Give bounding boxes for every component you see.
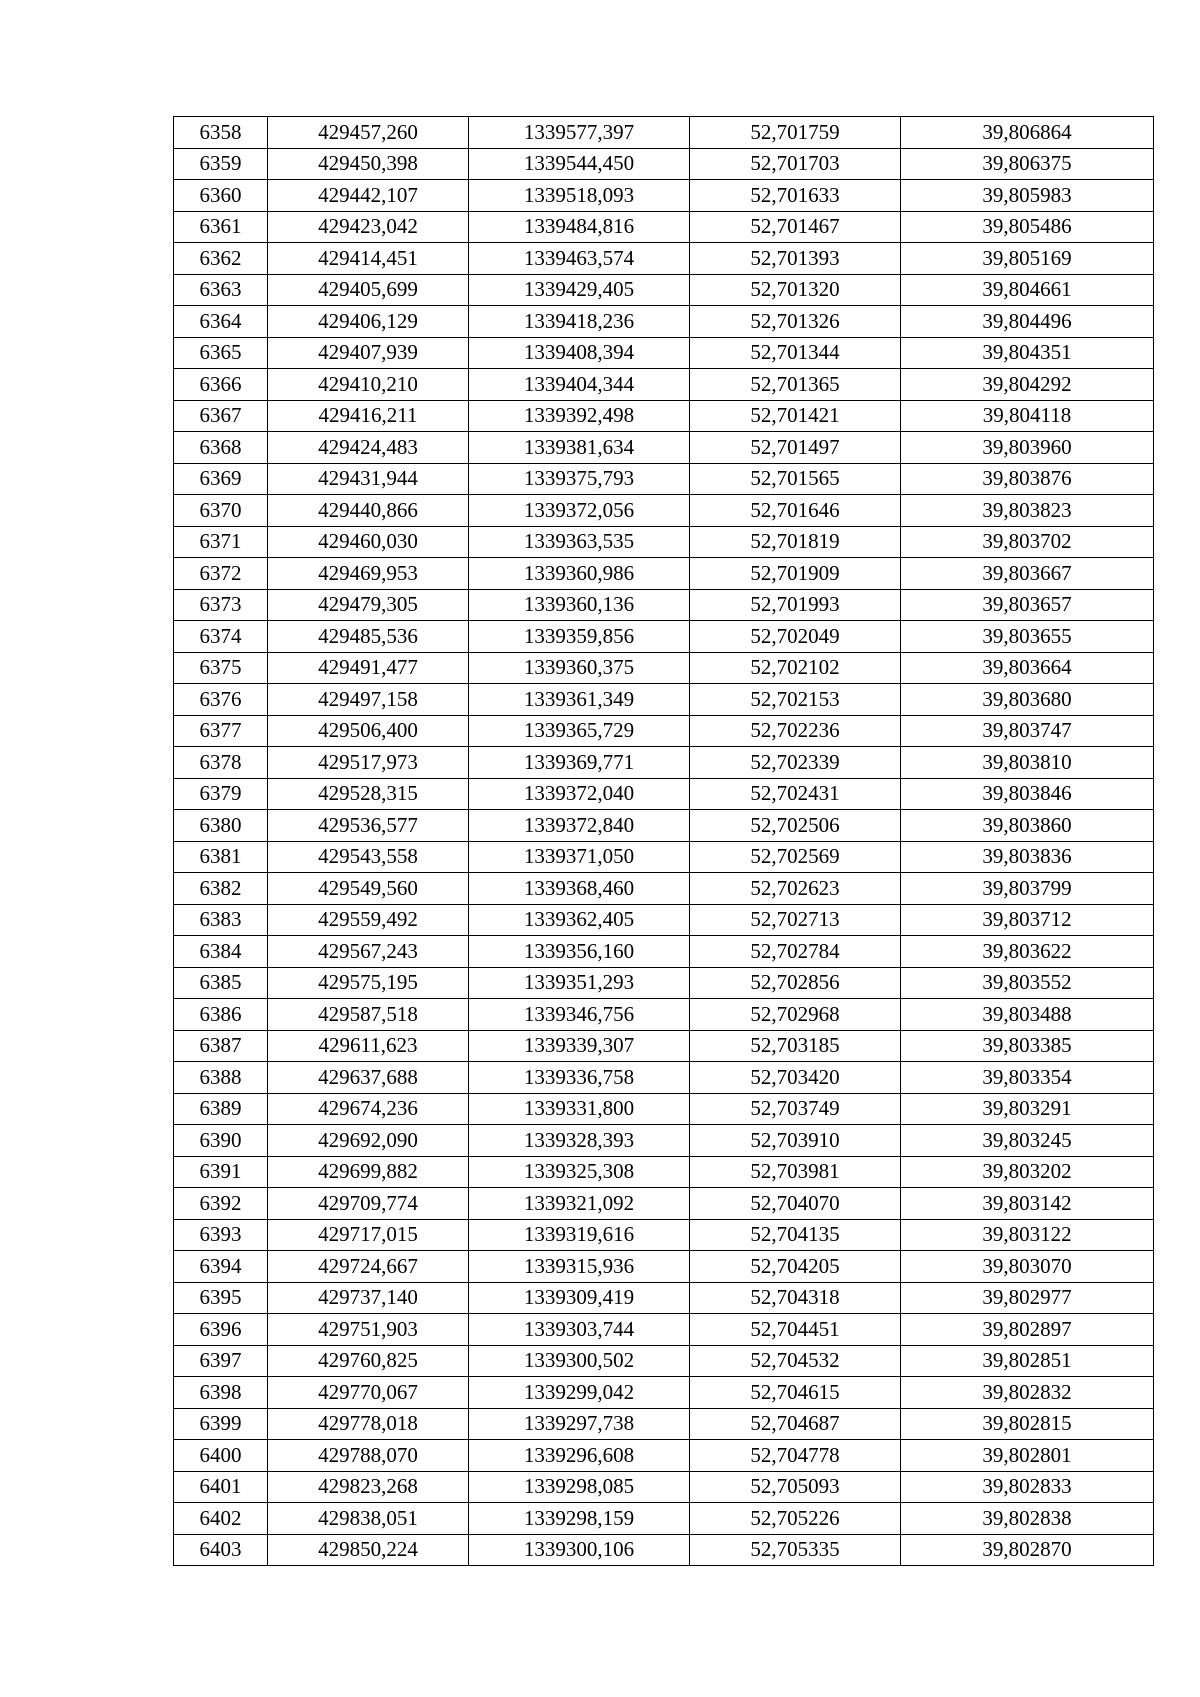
x-coordinate-cell: 429405,699 bbox=[268, 274, 469, 306]
longitude-cell: 39,803622 bbox=[901, 936, 1154, 968]
table-row bbox=[174, 684, 1154, 716]
point-number-cell: 6379 bbox=[174, 778, 268, 810]
x-coordinate-cell: 429543,558 bbox=[268, 841, 469, 873]
point-number-cell: 6370 bbox=[174, 495, 268, 527]
y-coordinate-cell: 1339375,793 bbox=[469, 463, 690, 495]
point-number-cell: 6383 bbox=[174, 904, 268, 936]
y-coordinate-cell: 1339368,460 bbox=[469, 873, 690, 905]
y-coordinate-cell: 1339339,307 bbox=[469, 1030, 690, 1062]
latitude-cell: 52,701993 bbox=[690, 589, 901, 621]
table-row bbox=[174, 1314, 1154, 1346]
latitude-cell: 52,702856 bbox=[690, 967, 901, 999]
latitude-cell: 52,701421 bbox=[690, 400, 901, 432]
y-coordinate-cell: 1339296,608 bbox=[469, 1440, 690, 1472]
point-number-cell: 6396 bbox=[174, 1314, 268, 1346]
y-coordinate-cell: 1339360,986 bbox=[469, 558, 690, 590]
table-row bbox=[174, 1282, 1154, 1314]
table-row bbox=[174, 1503, 1154, 1535]
latitude-cell: 52,701326 bbox=[690, 306, 901, 338]
longitude-cell: 39,803385 bbox=[901, 1030, 1154, 1062]
y-coordinate-cell: 1339369,771 bbox=[469, 747, 690, 779]
point-number-cell: 6376 bbox=[174, 684, 268, 716]
x-coordinate-cell: 429699,882 bbox=[268, 1156, 469, 1188]
table-row bbox=[174, 1030, 1154, 1062]
y-coordinate-cell: 1339321,092 bbox=[469, 1188, 690, 1220]
x-coordinate-cell: 429850,224 bbox=[268, 1534, 469, 1566]
latitude-cell: 52,704615 bbox=[690, 1377, 901, 1409]
y-coordinate-cell: 1339363,535 bbox=[469, 526, 690, 558]
longitude-cell: 39,805486 bbox=[901, 211, 1154, 243]
longitude-cell: 39,803354 bbox=[901, 1062, 1154, 1094]
longitude-cell: 39,805983 bbox=[901, 180, 1154, 212]
longitude-cell: 39,803960 bbox=[901, 432, 1154, 464]
longitude-cell: 39,803680 bbox=[901, 684, 1154, 716]
y-coordinate-cell: 1339351,293 bbox=[469, 967, 690, 999]
latitude-cell: 52,702049 bbox=[690, 621, 901, 653]
table-row bbox=[174, 589, 1154, 621]
latitude-cell: 52,701393 bbox=[690, 243, 901, 275]
x-coordinate-cell: 429549,560 bbox=[268, 873, 469, 905]
latitude-cell: 52,702236 bbox=[690, 715, 901, 747]
longitude-cell: 39,803291 bbox=[901, 1093, 1154, 1125]
table-row bbox=[174, 652, 1154, 684]
latitude-cell: 52,701467 bbox=[690, 211, 901, 243]
coordinates-table bbox=[173, 116, 1154, 1566]
longitude-cell: 39,803712 bbox=[901, 904, 1154, 936]
x-coordinate-cell: 429528,315 bbox=[268, 778, 469, 810]
longitude-cell: 39,802851 bbox=[901, 1345, 1154, 1377]
point-number-cell: 6386 bbox=[174, 999, 268, 1031]
longitude-cell: 39,806864 bbox=[901, 117, 1154, 149]
point-number-cell: 6391 bbox=[174, 1156, 268, 1188]
table-row bbox=[174, 1534, 1154, 1566]
latitude-cell: 52,704687 bbox=[690, 1408, 901, 1440]
latitude-cell: 52,702153 bbox=[690, 684, 901, 716]
latitude-cell: 52,705093 bbox=[690, 1471, 901, 1503]
point-number-cell: 6380 bbox=[174, 810, 268, 842]
point-number-cell: 6358 bbox=[174, 117, 268, 149]
y-coordinate-cell: 1339328,393 bbox=[469, 1125, 690, 1157]
latitude-cell: 52,701344 bbox=[690, 337, 901, 369]
y-coordinate-cell: 1339408,394 bbox=[469, 337, 690, 369]
table-row bbox=[174, 117, 1154, 149]
x-coordinate-cell: 429611,623 bbox=[268, 1030, 469, 1062]
latitude-cell: 52,702713 bbox=[690, 904, 901, 936]
table-row bbox=[174, 999, 1154, 1031]
x-coordinate-cell: 429416,211 bbox=[268, 400, 469, 432]
point-number-cell: 6402 bbox=[174, 1503, 268, 1535]
x-coordinate-cell: 429479,305 bbox=[268, 589, 469, 621]
table-row bbox=[174, 1093, 1154, 1125]
x-coordinate-cell: 429506,400 bbox=[268, 715, 469, 747]
x-coordinate-cell: 429485,536 bbox=[268, 621, 469, 653]
longitude-cell: 39,802870 bbox=[901, 1534, 1154, 1566]
table-row bbox=[174, 1471, 1154, 1503]
longitude-cell: 39,803846 bbox=[901, 778, 1154, 810]
table-row bbox=[174, 369, 1154, 401]
y-coordinate-cell: 1339365,729 bbox=[469, 715, 690, 747]
y-coordinate-cell: 1339331,800 bbox=[469, 1093, 690, 1125]
latitude-cell: 52,704135 bbox=[690, 1219, 901, 1251]
x-coordinate-cell: 429491,477 bbox=[268, 652, 469, 684]
x-coordinate-cell: 429575,195 bbox=[268, 967, 469, 999]
table-row bbox=[174, 180, 1154, 212]
x-coordinate-cell: 429517,973 bbox=[268, 747, 469, 779]
longitude-cell: 39,803836 bbox=[901, 841, 1154, 873]
x-coordinate-cell: 429457,260 bbox=[268, 117, 469, 149]
longitude-cell: 39,802838 bbox=[901, 1503, 1154, 1535]
latitude-cell: 52,703981 bbox=[690, 1156, 901, 1188]
longitude-cell: 39,804292 bbox=[901, 369, 1154, 401]
point-number-cell: 6373 bbox=[174, 589, 268, 621]
table-row bbox=[174, 1062, 1154, 1094]
longitude-cell: 39,803702 bbox=[901, 526, 1154, 558]
longitude-cell: 39,803810 bbox=[901, 747, 1154, 779]
y-coordinate-cell: 1339360,136 bbox=[469, 589, 690, 621]
y-coordinate-cell: 1339484,816 bbox=[469, 211, 690, 243]
table-row bbox=[174, 432, 1154, 464]
y-coordinate-cell: 1339371,050 bbox=[469, 841, 690, 873]
x-coordinate-cell: 429414,451 bbox=[268, 243, 469, 275]
point-number-cell: 6362 bbox=[174, 243, 268, 275]
latitude-cell: 52,702339 bbox=[690, 747, 901, 779]
y-coordinate-cell: 1339372,040 bbox=[469, 778, 690, 810]
point-number-cell: 6390 bbox=[174, 1125, 268, 1157]
table-row bbox=[174, 1440, 1154, 1472]
latitude-cell: 52,705335 bbox=[690, 1534, 901, 1566]
table-row bbox=[174, 778, 1154, 810]
latitude-cell: 52,702102 bbox=[690, 652, 901, 684]
point-number-cell: 6400 bbox=[174, 1440, 268, 1472]
x-coordinate-cell: 429410,210 bbox=[268, 369, 469, 401]
y-coordinate-cell: 1339429,405 bbox=[469, 274, 690, 306]
latitude-cell: 52,701646 bbox=[690, 495, 901, 527]
y-coordinate-cell: 1339298,085 bbox=[469, 1471, 690, 1503]
table-row bbox=[174, 621, 1154, 653]
point-number-cell: 6363 bbox=[174, 274, 268, 306]
y-coordinate-cell: 1339309,419 bbox=[469, 1282, 690, 1314]
latitude-cell: 52,702569 bbox=[690, 841, 901, 873]
longitude-cell: 39,802897 bbox=[901, 1314, 1154, 1346]
table-row bbox=[174, 1188, 1154, 1220]
x-coordinate-cell: 429788,070 bbox=[268, 1440, 469, 1472]
point-number-cell: 6401 bbox=[174, 1471, 268, 1503]
latitude-cell: 52,702431 bbox=[690, 778, 901, 810]
point-number-cell: 6392 bbox=[174, 1188, 268, 1220]
point-number-cell: 6365 bbox=[174, 337, 268, 369]
y-coordinate-cell: 1339577,397 bbox=[469, 117, 690, 149]
x-coordinate-cell: 429406,129 bbox=[268, 306, 469, 338]
latitude-cell: 52,702506 bbox=[690, 810, 901, 842]
longitude-cell: 39,802977 bbox=[901, 1282, 1154, 1314]
point-number-cell: 6403 bbox=[174, 1534, 268, 1566]
table-row bbox=[174, 526, 1154, 558]
point-number-cell: 6366 bbox=[174, 369, 268, 401]
latitude-cell: 52,704318 bbox=[690, 1282, 901, 1314]
latitude-cell: 52,705226 bbox=[690, 1503, 901, 1535]
longitude-cell: 39,805169 bbox=[901, 243, 1154, 275]
y-coordinate-cell: 1339298,159 bbox=[469, 1503, 690, 1535]
longitude-cell: 39,803122 bbox=[901, 1219, 1154, 1251]
x-coordinate-cell: 429637,688 bbox=[268, 1062, 469, 1094]
longitude-cell: 39,806375 bbox=[901, 148, 1154, 180]
longitude-cell: 39,803799 bbox=[901, 873, 1154, 905]
point-number-cell: 6372 bbox=[174, 558, 268, 590]
latitude-cell: 52,703185 bbox=[690, 1030, 901, 1062]
x-coordinate-cell: 429450,398 bbox=[268, 148, 469, 180]
table-row bbox=[174, 400, 1154, 432]
x-coordinate-cell: 429469,953 bbox=[268, 558, 469, 590]
table-row bbox=[174, 306, 1154, 338]
table-row bbox=[174, 148, 1154, 180]
longitude-cell: 39,802833 bbox=[901, 1471, 1154, 1503]
latitude-cell: 52,701819 bbox=[690, 526, 901, 558]
point-number-cell: 6397 bbox=[174, 1345, 268, 1377]
y-coordinate-cell: 1339319,616 bbox=[469, 1219, 690, 1251]
x-coordinate-cell: 429674,236 bbox=[268, 1093, 469, 1125]
table-row bbox=[174, 1251, 1154, 1283]
point-number-cell: 6371 bbox=[174, 526, 268, 558]
latitude-cell: 52,701497 bbox=[690, 432, 901, 464]
table-row bbox=[174, 747, 1154, 779]
table-row bbox=[174, 558, 1154, 590]
longitude-cell: 39,803657 bbox=[901, 589, 1154, 621]
y-coordinate-cell: 1339299,042 bbox=[469, 1377, 690, 1409]
y-coordinate-cell: 1339518,093 bbox=[469, 180, 690, 212]
x-coordinate-cell: 429717,015 bbox=[268, 1219, 469, 1251]
table-row bbox=[174, 967, 1154, 999]
y-coordinate-cell: 1339404,344 bbox=[469, 369, 690, 401]
table-row bbox=[174, 211, 1154, 243]
point-number-cell: 6387 bbox=[174, 1030, 268, 1062]
point-number-cell: 6399 bbox=[174, 1408, 268, 1440]
latitude-cell: 52,704205 bbox=[690, 1251, 901, 1283]
longitude-cell: 39,803747 bbox=[901, 715, 1154, 747]
point-number-cell: 6389 bbox=[174, 1093, 268, 1125]
point-number-cell: 6360 bbox=[174, 180, 268, 212]
x-coordinate-cell: 429778,018 bbox=[268, 1408, 469, 1440]
point-number-cell: 6374 bbox=[174, 621, 268, 653]
x-coordinate-cell: 429692,090 bbox=[268, 1125, 469, 1157]
x-coordinate-cell: 429407,939 bbox=[268, 337, 469, 369]
y-coordinate-cell: 1339356,160 bbox=[469, 936, 690, 968]
y-coordinate-cell: 1339359,856 bbox=[469, 621, 690, 653]
x-coordinate-cell: 429424,483 bbox=[268, 432, 469, 464]
point-number-cell: 6398 bbox=[174, 1377, 268, 1409]
table-row bbox=[174, 1156, 1154, 1188]
x-coordinate-cell: 429440,866 bbox=[268, 495, 469, 527]
latitude-cell: 52,702784 bbox=[690, 936, 901, 968]
x-coordinate-cell: 429737,140 bbox=[268, 1282, 469, 1314]
x-coordinate-cell: 429567,243 bbox=[268, 936, 469, 968]
longitude-cell: 39,803552 bbox=[901, 967, 1154, 999]
y-coordinate-cell: 1339325,308 bbox=[469, 1156, 690, 1188]
table-row bbox=[174, 810, 1154, 842]
point-number-cell: 6375 bbox=[174, 652, 268, 684]
table-row bbox=[174, 337, 1154, 369]
y-coordinate-cell: 1339315,936 bbox=[469, 1251, 690, 1283]
latitude-cell: 52,704778 bbox=[690, 1440, 901, 1472]
y-coordinate-cell: 1339346,756 bbox=[469, 999, 690, 1031]
latitude-cell: 52,701633 bbox=[690, 180, 901, 212]
point-number-cell: 6367 bbox=[174, 400, 268, 432]
latitude-cell: 52,701759 bbox=[690, 117, 901, 149]
latitude-cell: 52,704451 bbox=[690, 1314, 901, 1346]
y-coordinate-cell: 1339303,744 bbox=[469, 1314, 690, 1346]
y-coordinate-cell: 1339418,236 bbox=[469, 306, 690, 338]
table-row bbox=[174, 715, 1154, 747]
table-row bbox=[174, 1125, 1154, 1157]
longitude-cell: 39,803488 bbox=[901, 999, 1154, 1031]
latitude-cell: 52,703749 bbox=[690, 1093, 901, 1125]
longitude-cell: 39,803070 bbox=[901, 1251, 1154, 1283]
y-coordinate-cell: 1339463,574 bbox=[469, 243, 690, 275]
longitude-cell: 39,803876 bbox=[901, 463, 1154, 495]
latitude-cell: 52,704532 bbox=[690, 1345, 901, 1377]
y-coordinate-cell: 1339297,738 bbox=[469, 1408, 690, 1440]
x-coordinate-cell: 429751,903 bbox=[268, 1314, 469, 1346]
latitude-cell: 52,701365 bbox=[690, 369, 901, 401]
x-coordinate-cell: 429709,774 bbox=[268, 1188, 469, 1220]
y-coordinate-cell: 1339336,758 bbox=[469, 1062, 690, 1094]
table-row bbox=[174, 1377, 1154, 1409]
y-coordinate-cell: 1339392,498 bbox=[469, 400, 690, 432]
coordinates-table-body bbox=[174, 117, 1154, 1566]
y-coordinate-cell: 1339360,375 bbox=[469, 652, 690, 684]
latitude-cell: 52,701909 bbox=[690, 558, 901, 590]
longitude-cell: 39,802801 bbox=[901, 1440, 1154, 1472]
longitude-cell: 39,803664 bbox=[901, 652, 1154, 684]
longitude-cell: 39,804661 bbox=[901, 274, 1154, 306]
point-number-cell: 6395 bbox=[174, 1282, 268, 1314]
point-number-cell: 6384 bbox=[174, 936, 268, 968]
latitude-cell: 52,701703 bbox=[690, 148, 901, 180]
x-coordinate-cell: 429423,042 bbox=[268, 211, 469, 243]
latitude-cell: 52,702623 bbox=[690, 873, 901, 905]
y-coordinate-cell: 1339544,450 bbox=[469, 148, 690, 180]
point-number-cell: 6378 bbox=[174, 747, 268, 779]
point-number-cell: 6359 bbox=[174, 148, 268, 180]
x-coordinate-cell: 429460,030 bbox=[268, 526, 469, 558]
table-row bbox=[174, 1219, 1154, 1251]
point-number-cell: 6364 bbox=[174, 306, 268, 338]
table-row bbox=[174, 936, 1154, 968]
longitude-cell: 39,803860 bbox=[901, 810, 1154, 842]
longitude-cell: 39,804351 bbox=[901, 337, 1154, 369]
longitude-cell: 39,804118 bbox=[901, 400, 1154, 432]
longitude-cell: 39,803142 bbox=[901, 1188, 1154, 1220]
point-number-cell: 6381 bbox=[174, 841, 268, 873]
latitude-cell: 52,703420 bbox=[690, 1062, 901, 1094]
longitude-cell: 39,803655 bbox=[901, 621, 1154, 653]
point-number-cell: 6382 bbox=[174, 873, 268, 905]
table-row bbox=[174, 495, 1154, 527]
longitude-cell: 39,803202 bbox=[901, 1156, 1154, 1188]
x-coordinate-cell: 429536,577 bbox=[268, 810, 469, 842]
longitude-cell: 39,802832 bbox=[901, 1377, 1154, 1409]
longitude-cell: 39,803667 bbox=[901, 558, 1154, 590]
table-row bbox=[174, 1408, 1154, 1440]
table-row bbox=[174, 463, 1154, 495]
x-coordinate-cell: 429823,268 bbox=[268, 1471, 469, 1503]
x-coordinate-cell: 429587,518 bbox=[268, 999, 469, 1031]
point-number-cell: 6368 bbox=[174, 432, 268, 464]
table-row bbox=[174, 904, 1154, 936]
latitude-cell: 52,704070 bbox=[690, 1188, 901, 1220]
table-row bbox=[174, 1345, 1154, 1377]
longitude-cell: 39,803823 bbox=[901, 495, 1154, 527]
x-coordinate-cell: 429770,067 bbox=[268, 1377, 469, 1409]
x-coordinate-cell: 429497,158 bbox=[268, 684, 469, 716]
y-coordinate-cell: 1339300,502 bbox=[469, 1345, 690, 1377]
table-row bbox=[174, 274, 1154, 306]
latitude-cell: 52,702968 bbox=[690, 999, 901, 1031]
table-row bbox=[174, 243, 1154, 275]
point-number-cell: 6369 bbox=[174, 463, 268, 495]
y-coordinate-cell: 1339362,405 bbox=[469, 904, 690, 936]
point-number-cell: 6393 bbox=[174, 1219, 268, 1251]
y-coordinate-cell: 1339381,634 bbox=[469, 432, 690, 464]
longitude-cell: 39,803245 bbox=[901, 1125, 1154, 1157]
table-row bbox=[174, 873, 1154, 905]
x-coordinate-cell: 429442,107 bbox=[268, 180, 469, 212]
x-coordinate-cell: 429838,051 bbox=[268, 1503, 469, 1535]
point-number-cell: 6361 bbox=[174, 211, 268, 243]
latitude-cell: 52,703910 bbox=[690, 1125, 901, 1157]
point-number-cell: 6388 bbox=[174, 1062, 268, 1094]
point-number-cell: 6394 bbox=[174, 1251, 268, 1283]
y-coordinate-cell: 1339372,840 bbox=[469, 810, 690, 842]
x-coordinate-cell: 429559,492 bbox=[268, 904, 469, 936]
point-number-cell: 6377 bbox=[174, 715, 268, 747]
point-number-cell: 6385 bbox=[174, 967, 268, 999]
x-coordinate-cell: 429724,667 bbox=[268, 1251, 469, 1283]
x-coordinate-cell: 429431,944 bbox=[268, 463, 469, 495]
y-coordinate-cell: 1339361,349 bbox=[469, 684, 690, 716]
table-row bbox=[174, 841, 1154, 873]
latitude-cell: 52,701320 bbox=[690, 274, 901, 306]
latitude-cell: 52,701565 bbox=[690, 463, 901, 495]
y-coordinate-cell: 1339300,106 bbox=[469, 1534, 690, 1566]
longitude-cell: 39,802815 bbox=[901, 1408, 1154, 1440]
longitude-cell: 39,804496 bbox=[901, 306, 1154, 338]
x-coordinate-cell: 429760,825 bbox=[268, 1345, 469, 1377]
y-coordinate-cell: 1339372,056 bbox=[469, 495, 690, 527]
